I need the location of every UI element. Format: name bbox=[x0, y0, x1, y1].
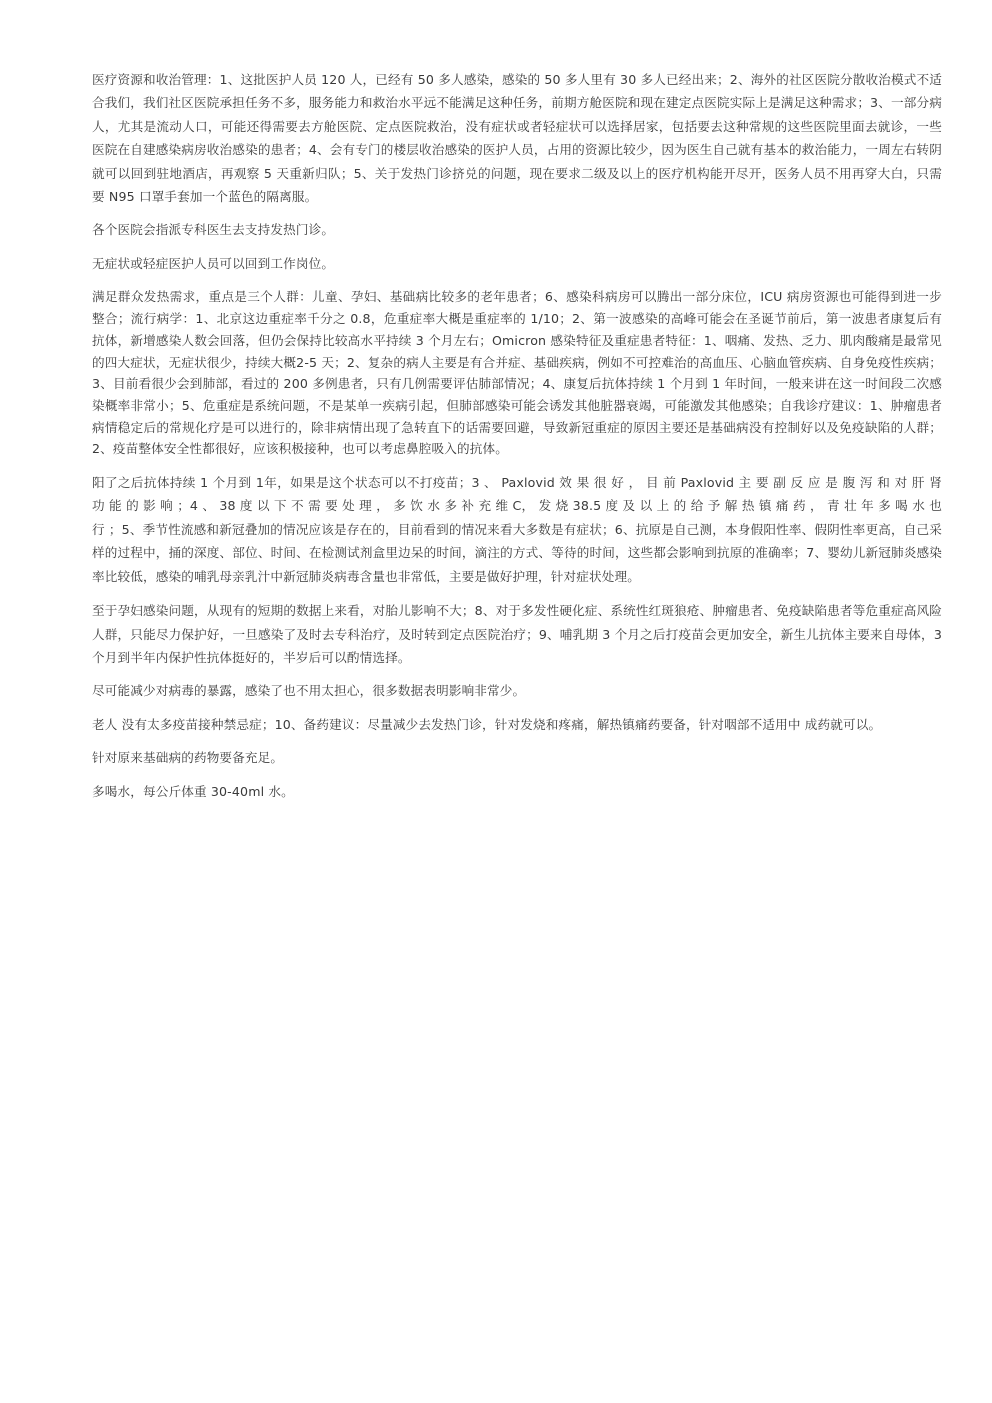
paragraph-antibody-treatment: 阳了之后抗体持续 1 个月到 1年，如果是这个状态可以不打疫苗；3 、 Paxlovid 效 果 很 好 ， 目 前 Paxlovid 主 要 副 反 应 是 腹 泻 和 对 肝 肾 功 能 的 影 响 ；4 、 38 度 以 下 不 需 要 处 理 ， 多 饮 水 多 补 充 维 C， 发 烧 38.5 度 及 以 上 的 给 予 解 热 镇 痛 药 ， 青 壮 年 多 喝 水 也 行 ；5、季节性流感和新冠叠加的情况应该是存在的，目前看到的情况来看大多数是有症状；6、抗原是自己测，本身假阳性率、假阴性率更高，自己采样的过程中，捅的深度、部位、时间、在检测试剂盒里边呆的时间，滴注的方式、等待的时间，这些都会影响到抗原的准确率；7、婴幼儿新冠肺炎感染率比较低，感染的哺乳母亲乳汁中新冠肺炎病毒含量也非常低，主要是做好护理，针对症状处理。 bbox=[92, 475, 942, 584]
paragraph-staff-return: 无症状或轻症医护人员可以回到工作岗位。 bbox=[92, 255, 335, 271]
paragraph-water-intake: 多喝水，每公斤体重 30-40ml 水。 bbox=[92, 783, 294, 799]
document-page bbox=[92, 68, 942, 814]
paragraph-pregnancy: 至于孕妇感染问题，从现有的短期的数据上来看，对胎儿影响不大；8、对于多发性硬化症、系统性红斑狼疮、肿瘤患者、免疫缺陷患者等危重症高风险人群，只能尽力保护好，一旦感染了及时去专科治疗，及时转到定点医院治疗；9、哺乳期 3 个月之后打疫苗会更加安全，新生儿抗体主要来自母体，3 个月到半年内保护性抗体挺好的，半岁后可以酌情选择。 bbox=[92, 603, 942, 665]
paragraph-chronic-medication: 针对原来基础病的药物要备充足。 bbox=[92, 750, 284, 766]
paragraph-medical-resources: 医疗资源和收治管理：1、这批医护人员 120 人，已经有 50 多人感染，感染的 50 多人里有 30 多人已经出来；2、海外的社区医院分散收治模式不适合我们，我们社区医院承担任务不多，服务能力和救治水平远不能满足这种任务，前期方舱医院和现在建定点医院实际上是满足这种需求；3、一部分病人，尤其是流动人口，可能还得需要去方舱医院、定点医院救治，没有症状或者轻症状可以选择居家，包括要去这种常规的这些医院里面去就诊，一些医院在自建感染病房收治感染的患者；4、会有专门的楼层收治感染的医护人员，占用的资源比较少，因为医生自己就有基本的救治能力，一周左右转阴就可以回到驻地酒店，再观察 5 天重新归队；5、关于发热门诊挤兑的问题，现在要求二级及以上的医疗机构能开尽开，医务人员不用再穿大白，只需要 N95 口罩手套加一个蓝色的隔离服。 bbox=[92, 72, 942, 205]
paragraph-epidemiology: 满足群众发热需求，重点是三个人群：儿童、孕妇、基础病比较多的老年患者；6、感染科病房可以腾出一部分床位，ICU 病房资源也可能得到进一步整合；流行病学：1、北京这边重症率千分之 0.8，危重症率大概是重症率的 1/10；2、第一波感染的高峰可能会在圣诞节前后，第一波患者康复后有抗体，新增感染人数会回落，但仍会保持比较高水平持续 3 个月左右；Omicron 感染特征及重症患者特征：1、咽痛、发热、乏力、肌肉酸痛是最常见的四大症状，无症状很少，持续大概2-5 天；2、复杂的病人主要是有合并症、基础疾病，例如不可控难治的高血压、心脑血管疾病、自身免疫性疾病；3、目前看很少会到肺部，看过的 200 多例患者，只有几例需要评估肺部情况；4、康复后抗体持续 1 个月到 1 年时间，一般来讲在这一时间段二次感染概率非常小；5、危重症是系统问题，不是某单一疾病引起，但肺部感染可能会诱发其他脏器衰竭，可能激发其他感染；自我诊疗建议：1、肿瘤患者病情稳定后的常规化疗是可以进行的，除非病情出现了急转直下的话需要回避，导致新冠重症的原因主要还是基础病没有控制好以及免疫缺陷的人群；2、疫苗整体安全性都很好，应该积极接种，也可以考虑鼻腔吸入的抗体。 bbox=[92, 289, 942, 457]
paragraph-specialist-support: 各个医院会指派专科医生去支持发热门诊。 bbox=[92, 222, 335, 238]
paragraph-elderly-medicine: 老人 没有太多疫苗接种禁忌症；10、备药建议：尽量减少去发热门诊，针对发烧和疼痛，解热镇痛药要备，针对咽部不适用中 成药就可以。 bbox=[92, 716, 882, 732]
paragraph-reduce-exposure: 尽可能减少对病毒的暴露，感染了也不用太担心，很多数据表明影响非常少。 bbox=[92, 683, 526, 699]
